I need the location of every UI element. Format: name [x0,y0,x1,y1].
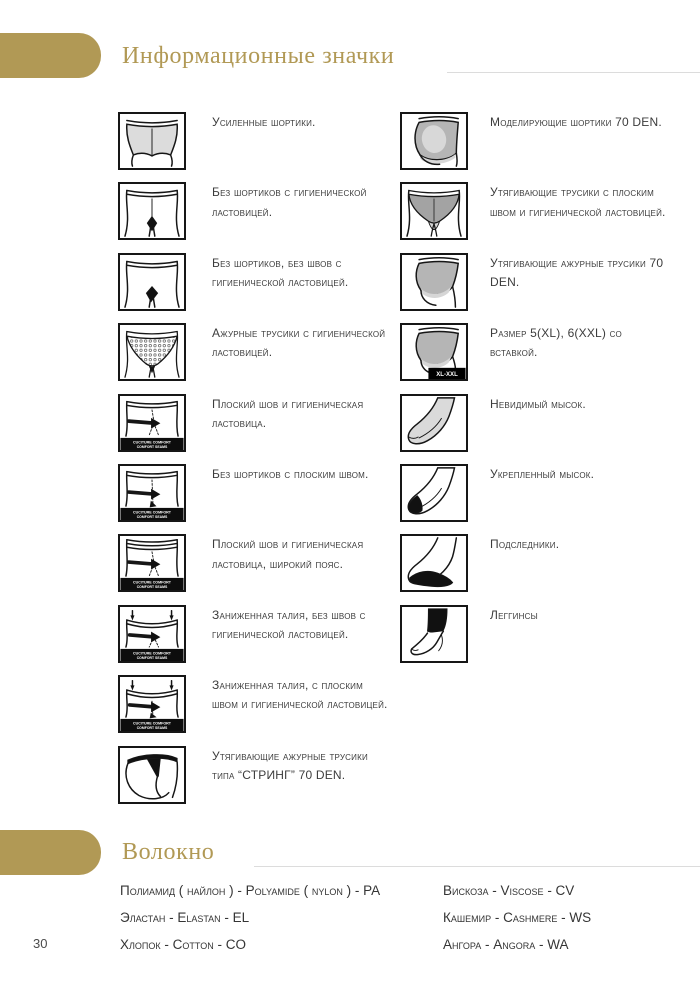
gold-header-tab [0,33,101,78]
fiber-line: Эластан - Elastan - EL [120,910,250,925]
icon-description: Размер 5(XL), 6(XXL) со вставкой. [490,326,622,360]
fiber-line: Хлопок - Cotton - CO [120,937,246,952]
icon-description: Ажурные трусики с гигиенической ластовицей. [212,326,386,360]
flatseam-wide-waist-icon [118,534,186,592]
icon-column-right [400,112,690,675]
fiber-list-right [443,877,591,958]
icon-description: Леггинсы [490,607,538,622]
icon-description: Плоский шов и гигиеническая ластовица, широкий пояс. [212,537,364,571]
flatseam-icon [118,464,186,522]
control-brief-side-icon [400,253,468,311]
footlet-icon [400,534,468,592]
icon-description: Моделирующие шортики 70 DEN. [490,115,662,129]
icon-column-left [118,112,390,816]
icon-description: Заниженная талия, без швов с гигиенической ластовицей. [212,607,366,641]
icon-row-lowwaist-noseam [118,605,390,675]
icon-row-lowwaist-flatseam [118,675,390,745]
lace-brief-icon [118,323,186,381]
icon-description: Невидимый мысок. [490,396,586,411]
icon-row-brief-gusset-seam [118,182,390,252]
control-brief-side-xl-icon [400,323,468,381]
icon-row-toe-reinforced [400,464,690,534]
icon-description: Усиленные шортики. [212,115,316,129]
icon-row-brief-gusset-noseam [118,253,390,323]
flatseam-gusset-icon [118,394,186,452]
model-shorts-side-icon [400,112,468,170]
icon-description: Утягивающие трусики с плоским швом и гигиенической ластовицей. [490,185,666,219]
brief-gusset-noseam-icon [118,253,186,311]
icon-row-toe-invisible [400,394,690,464]
icon-row-shorts-reinforced [118,112,390,182]
fiber-line: Полиамид ( найлон ) - Polyamide ( nylon ) - PA [120,883,381,898]
fiber-line: Кашемир - Cashmere - WS [443,910,592,925]
icon-row-flatseam-gusset [118,394,390,464]
icon-row-footlet [400,534,690,604]
fiber-list-left [120,877,380,958]
section-title-fiber: Волокно [122,839,215,865]
icon-row-model-shorts-side [400,112,690,182]
icon-description: Плоский шов и гигиеническая ластовица. [212,396,364,430]
section-title-icons: Информационные значки [122,43,395,69]
icon-description: Утягивающие ажурные трусики типа “СТРИНГ” 70 DEN. [212,748,368,782]
icon-description: Утягивающие ажурные трусики 70 DEN. [490,255,664,289]
icon-description: Без шортиков с гигиенической ластовицей. [212,185,367,219]
brief-gusset-seam-icon [118,182,186,240]
string-thong-icon [118,746,186,804]
lowwaist-noseam-icon [118,605,186,663]
lowwaist-flatseam-icon [118,675,186,733]
icon-description: Укрепленный мысок. [490,466,595,481]
control-brief-front-icon [400,182,468,240]
icon-row-control-brief-front [400,182,690,252]
icon-description: Без шортиков с плоским швом. [212,466,369,481]
header-rule [447,72,700,73]
page-number: 30 [33,936,48,951]
icon-description: Подследники. [490,537,560,552]
icon-row-string-thong [118,746,390,816]
icon-description: Без шортиков, без швов с гигиенической ластовицей. [212,255,349,289]
icon-row-legging [400,605,690,675]
icon-row-lace-brief [118,323,390,393]
fiber-line: Вискоза - Viscose - CV [443,883,575,898]
shorts-reinforced-icon [118,112,186,170]
gold-fiber-tab [0,830,101,875]
icon-row-flatseam-wide-waist [118,534,390,604]
toe-reinforced-icon [400,464,468,522]
toe-invisible-icon [400,394,468,452]
legging-icon [400,605,468,663]
icon-row-control-brief-side-xl [400,323,690,393]
fiber-line: Ангора - Angora - WA [443,937,569,952]
icon-row-control-brief-side [400,253,690,323]
icon-row-flatseam [118,464,390,534]
fiber-rule [254,866,700,867]
icon-description: Заниженная талия, с плоским швом и гигиенической ластовицей. [212,678,388,712]
